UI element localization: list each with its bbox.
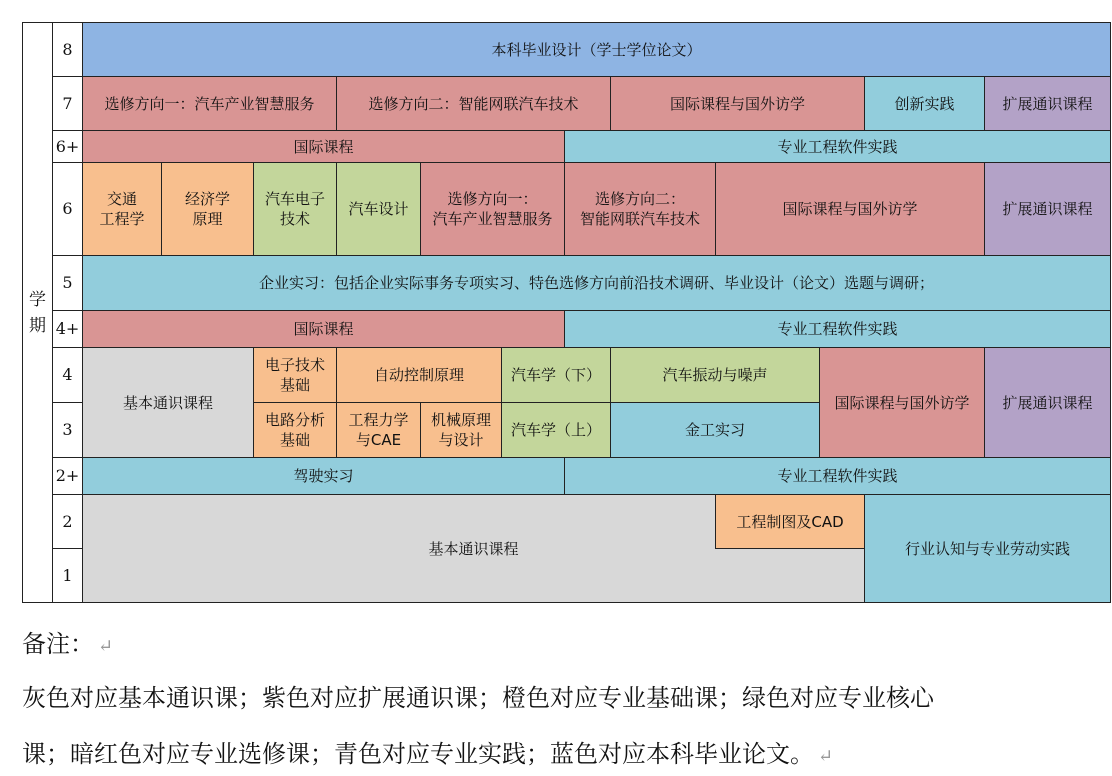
international-course-cell: 国际课程 xyxy=(82,130,565,163)
economics-cell xyxy=(161,162,254,256)
cell-line: 汽车电子 xyxy=(264,190,325,208)
circuit-analysis-cell xyxy=(253,402,337,458)
notes-line-2: 课；暗红色对应专业选修课；青色对应专业实践；蓝色对应本科毕业论文。 xyxy=(22,740,814,768)
driving-practice-cell: 驾驶实习 xyxy=(82,457,565,495)
semester-label: 6 xyxy=(52,162,83,256)
international-course-cell: 国际课程 xyxy=(82,310,565,348)
notes-line-1: 灰色对应基本通识课；紫色对应扩展通识课；橙色对应专业基础课；绿色对应专业核心 xyxy=(22,684,934,712)
basic-general-cell: 基本通识课程 xyxy=(82,494,865,603)
semester-label: 1 xyxy=(52,548,83,603)
term-header-char-1: 学 xyxy=(29,289,46,310)
elective-direction-1-cell xyxy=(420,162,565,256)
notes-title: 备注： xyxy=(22,630,94,658)
engineering-drawing-cell: 工程制图及CAD xyxy=(715,494,865,549)
cell-line: 经济学 xyxy=(184,190,230,208)
software-practice-cell: 专业工程软件实践 xyxy=(564,457,1111,495)
semester-label: 2 xyxy=(52,494,83,549)
cell-line: 工程力学 xyxy=(348,411,409,429)
engineering-mechanics-cell xyxy=(336,402,421,458)
automotive-lower-cell: 汽车学（下） xyxy=(501,347,611,403)
automatic-control-cell: 自动控制原理 xyxy=(336,347,502,403)
traffic-engineering-cell xyxy=(82,162,162,256)
elective-direction-1-cell: 选修方向一：汽车产业智慧服务 xyxy=(82,76,337,131)
enterprise-internship-cell: 企业实习：包括企业实际事务专项实习、特色选修方向前沿技术调研、毕业设计（论文）选题与调研； xyxy=(82,255,1111,311)
vibration-noise-cell: 汽车振动与噪声 xyxy=(610,347,820,403)
cell-line: 机械原理 xyxy=(430,411,491,429)
semester-label: 8 xyxy=(52,22,83,77)
basic-general-cell: 基本通识课程 xyxy=(82,347,254,458)
international-courses-cell: 国际课程与国外访学 xyxy=(610,76,865,131)
semester-label: 5 xyxy=(52,255,83,311)
international-courses-cell: 国际课程与国外访学 xyxy=(819,347,985,458)
cell-line: 工程学 xyxy=(99,210,145,228)
extended-general-cell: 扩展通识课程 xyxy=(984,162,1111,256)
metalworking-practice-cell: 金工实习 xyxy=(610,402,820,458)
semester-label: 3 xyxy=(52,402,83,458)
cell-line: 智能网联汽车技术 xyxy=(579,210,700,228)
cell-line: 基础 xyxy=(279,431,310,449)
cell-line: 技术 xyxy=(279,210,310,228)
elective-direction-2-cell: 选修方向二：智能网联汽车技术 xyxy=(336,76,611,131)
cell-line: 与CAE xyxy=(355,431,402,449)
semester-label: 6+ xyxy=(52,130,83,163)
cell-line: 基础 xyxy=(279,376,310,394)
cell-line: 选修方向一： xyxy=(447,190,538,208)
notes-title-line xyxy=(22,624,113,659)
cell-line: 电子技术 xyxy=(264,356,325,374)
thesis-cell: 本科毕业设计（学士学位论文） xyxy=(82,22,1111,77)
paragraph-mark-icon: ↵ xyxy=(98,636,114,657)
machine-design-cell xyxy=(420,402,502,458)
software-practice-cell: 专业工程软件实践 xyxy=(564,130,1111,163)
cell-line: 与设计 xyxy=(438,431,484,449)
term-header-char-2: 期 xyxy=(29,315,46,336)
paragraph-mark-icon: ↵ xyxy=(818,746,834,767)
semester-label: 2+ xyxy=(52,457,83,495)
cell-line: 电路分析 xyxy=(264,411,325,429)
cell-line: 汽车产业智慧服务 xyxy=(432,210,553,228)
semester-label: 7 xyxy=(52,76,83,131)
industry-practice-cell: 行业认知与专业劳动实践 xyxy=(864,494,1111,603)
semester-label: 4 xyxy=(52,347,83,403)
notes-line-2-wrap xyxy=(22,734,833,769)
innovation-practice-cell: 创新实践 xyxy=(864,76,985,131)
electronics-basics-cell xyxy=(253,347,337,403)
cell-line: 选修方向二： xyxy=(594,190,685,208)
extended-general-cell: 扩展通识课程 xyxy=(984,347,1111,458)
automotive-upper-cell: 汽车学（上） xyxy=(501,402,611,458)
software-practice-cell: 专业工程软件实践 xyxy=(564,310,1111,348)
elective-direction-2-cell xyxy=(564,162,716,256)
auto-electronics-cell xyxy=(253,162,337,256)
extended-general-cell: 扩展通识课程 xyxy=(984,76,1111,131)
auto-design-cell: 汽车设计 xyxy=(336,162,421,256)
term-header xyxy=(22,22,53,603)
cell-line: 原理 xyxy=(192,210,223,228)
cell-line: 交通 xyxy=(106,190,137,208)
semester-label: 4+ xyxy=(52,310,83,348)
international-courses-cell: 国际课程与国外访学 xyxy=(715,162,985,256)
